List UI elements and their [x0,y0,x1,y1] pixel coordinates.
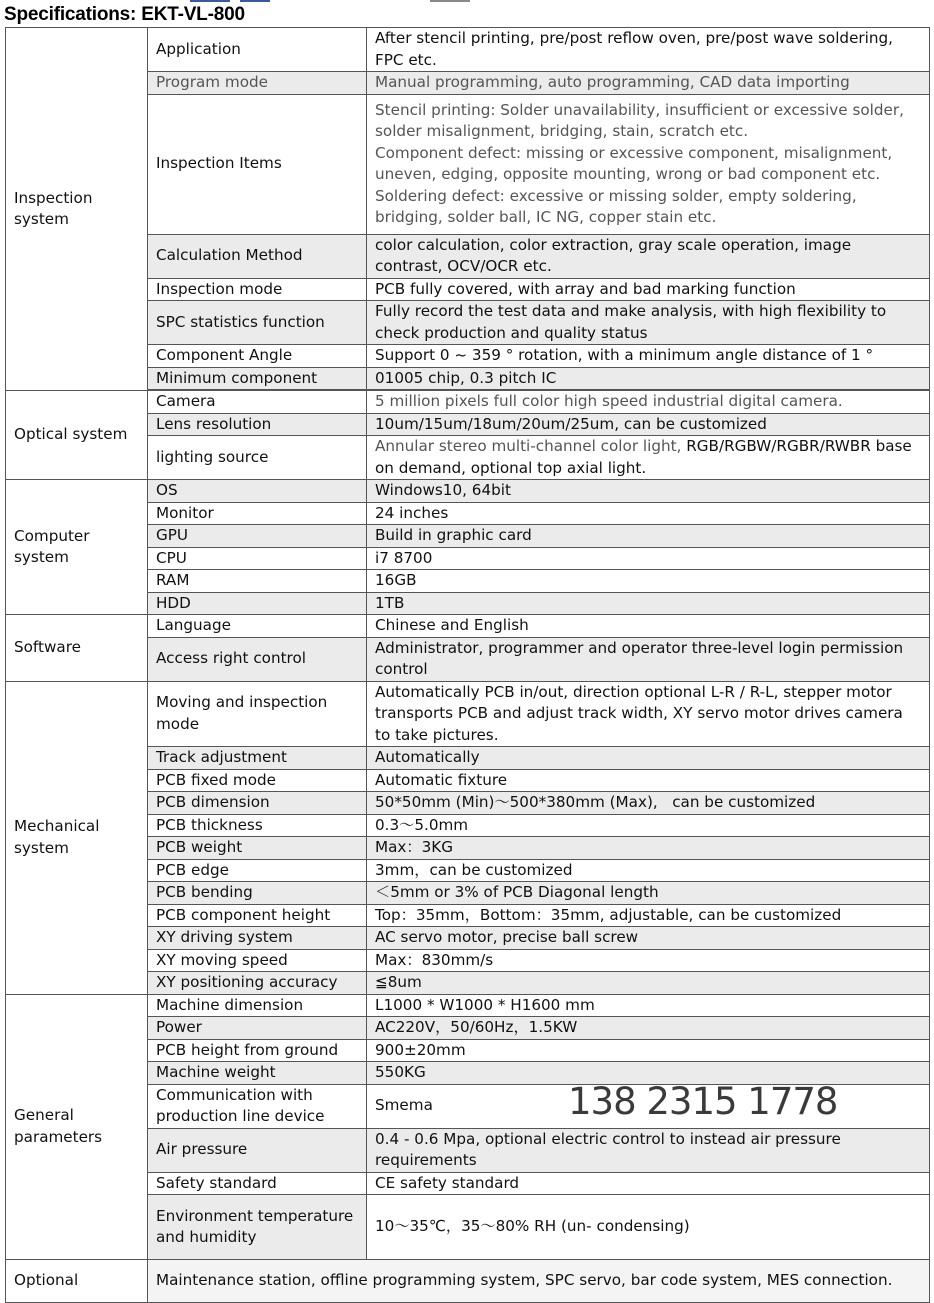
spec-label: GPU [148,525,367,548]
spec-value: 5 million pixels full color high speed industrial digital camera. [367,391,930,414]
spec-label: CPU [148,547,367,570]
spec-label: Inspection Items [148,94,367,234]
spec-label: Power [148,1017,367,1040]
category-inspection: Inspection system [6,28,148,391]
spec-label: RAM [148,570,367,593]
table-row [6,480,930,503]
spec-label: XY driving system [148,927,367,950]
spec-label: PCB component height [148,904,367,927]
stencil-defects: Stencil printing: Solder unavailability, insufficient or excessive solder, solder misalignment, bridging, stain, scratch etc. [375,100,904,140]
category-general: General parameters [6,994,148,1260]
spec-value: Automatic fixture [367,769,930,792]
spec-label: lighting source [148,436,367,480]
spec-value: Top：35mm，Bottom：35mm, adjustable, can be customized [367,904,930,927]
lighting-value-a: Annular stereo multi-channel color light, [375,437,682,455]
spec-label: Camera [148,391,367,414]
spec-label: PCB dimension [148,792,367,815]
table-row [6,681,930,747]
spec-label: Machine weight [148,1062,367,1085]
spec-value: Windows10, 64bit [367,480,930,503]
spec-value [367,436,930,480]
spec-value: AC servo motor, precise ball screw [367,927,930,950]
spec-label: Track adjustment [148,747,367,770]
spec-label: Communication with production line device [148,1084,367,1128]
component-defects: Component defect: missing or excessive component, misalignment, uneven, edging, opposite mounting, wrong or bad component etc. [375,143,893,183]
category-mechanical: Mechanical system [6,681,148,994]
spec-value: After stencil printing, pre/post reflow oven, pre/post wave soldering, FPC etc. [367,28,930,72]
spec-value: 16GB [367,570,930,593]
spec-value: Automatically [367,747,930,770]
spec-value: 01005 chip, 0.3 pitch IC [367,367,930,390]
watermark-phone-number: 138 2315 1778 [568,1080,838,1123]
spec-value: Smema [367,1084,930,1128]
table-row [6,1260,930,1303]
spec-label: PCB fixed mode [148,769,367,792]
document-title: Specifications: EKT-VL-800 [4,4,245,25]
spec-label: PCB weight [148,837,367,860]
spec-label: XY moving speed [148,949,367,972]
table-row [6,994,930,1017]
spec-label: Air pressure [148,1128,367,1172]
spec-label: Machine dimension [148,994,367,1017]
table-row [6,28,930,72]
spec-value: 24 inches [367,502,930,525]
spec-value: i7 8700 [367,547,930,570]
spec-label: Safety standard [148,1172,367,1195]
spec-label: SPC statistics function [148,301,367,345]
spec-value: L1000 * W1000 * H1600 mm [367,994,930,1017]
spec-value: ＜5mm or 3% of PCB Diagonal length [367,882,930,905]
spec-label: PCB height from ground [148,1039,367,1062]
spec-value: Max：3KG [367,837,930,860]
spec-value: 550KG [367,1062,930,1085]
spec-label: HDD [148,592,367,615]
spec-value: 50*50mm (Min)～500*380mm (Max), can be customized [367,792,930,815]
spec-label: Lens resolution [148,413,367,436]
spec-label: Language [148,615,367,638]
spec-value: color calculation, color extraction, gray scale operation, image contrast, OCV/OCR etc. [367,234,930,278]
lighting-value-b: RGB/RGBW/RGBR/RWBR base on demand, optional top axial light. [375,437,912,477]
spec-label: PCB thickness [148,814,367,837]
spec-value: Chinese and English [367,615,930,638]
spec-value: 10um/15um/18um/20um/25um, can be customized [367,413,930,436]
spec-label: Access right control [148,637,367,681]
spec-value: 10～35℃，35～80% RH (un- condensing) [367,1195,930,1260]
spec-value: PCB fully covered, with array and bad marking function [367,278,930,301]
spec-label: Minimum component [148,367,367,390]
spec-value: Administrator, programmer and operator three-level login permission control [367,637,930,681]
spec-label: Environment temperature and humidity [148,1195,367,1260]
spec-value: 0.3～5.0mm [367,814,930,837]
spec-value: 1TB [367,592,930,615]
spec-label: Program mode [148,72,367,95]
spec-value: Fully record the test data and make analysis, with high flexibility to check production and quality status [367,301,930,345]
spec-value [367,94,930,234]
spec-value: 0.4 - 0.6 Mpa, optional electric control to instead air pressure requirements [367,1128,930,1172]
category-optional: Optional [6,1260,148,1303]
top-decoration [180,0,510,3]
spec-value: 900±20mm [367,1039,930,1062]
category-computer: Computer system [6,480,148,615]
spec-label: Calculation Method [148,234,367,278]
spec-label: PCB bending [148,882,367,905]
spec-value: CE safety standard [367,1172,930,1195]
spec-value: 3mm，can be customized [367,859,930,882]
spec-value: Automatically PCB in/out, direction optional L-R / R-L, stepper motor transports PCB and adjust track width, XY servo motor drives camera to take pictures. [367,681,930,747]
spec-label: Monitor [148,502,367,525]
spec-value: AC220V，50/60Hz，1.5KW [367,1017,930,1040]
optional-value: Maintenance station, offline programming system, SPC servo, bar code system, MES connection. [148,1260,930,1303]
spec-label: XY positioning accuracy [148,972,367,995]
spec-value: ≦8um [367,972,930,995]
spec-value: Build in graphic card [367,525,930,548]
soldering-defects: Soldering defect: excessive or missing solder, empty soldering, bridging, solder ball, IC NG, copper stain etc. [375,186,857,226]
table-row [6,391,930,414]
spec-label: PCB edge [148,859,367,882]
spec-label: Application [148,28,367,72]
spec-value: Max：830mm/s [367,949,930,972]
category-software: Software [6,615,148,682]
spec-label: Component Angle [148,345,367,368]
category-optical: Optical system [6,391,148,480]
table-row [6,615,930,638]
spec-label: Moving and inspection mode [148,681,367,747]
spec-value: Manual programming, auto programming, CAD data importing [367,72,930,95]
spec-label: OS [148,480,367,503]
spec-label: Inspection mode [148,278,367,301]
spec-value: Support 0 ~ 359 ° rotation, with a minimum angle distance of 1 ° [367,345,930,368]
